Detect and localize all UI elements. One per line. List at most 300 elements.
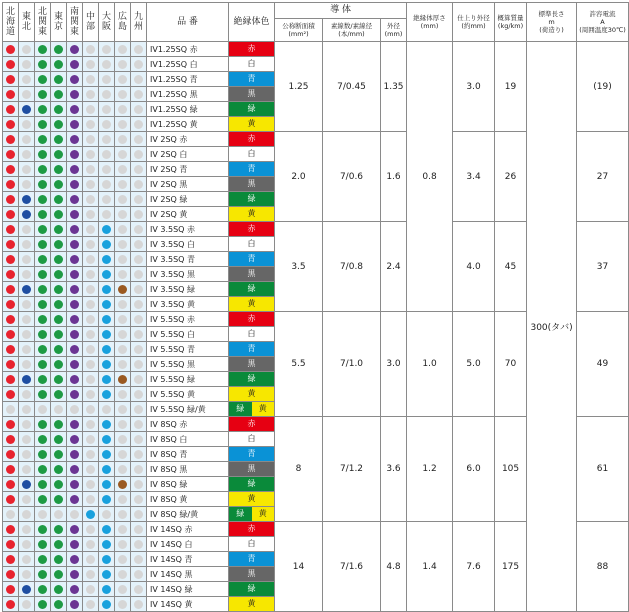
availability-cell: [19, 507, 35, 522]
available-dot-icon: [70, 375, 79, 384]
weight-value: 175: [495, 522, 527, 612]
availability-cell: [131, 252, 147, 267]
availability-cell: [99, 567, 115, 582]
unavailable-dot-icon: [102, 510, 111, 519]
available-dot-icon: [38, 525, 47, 534]
unavailable-dot-icon: [38, 405, 47, 414]
region-header-kitakanto: 北関東: [35, 3, 51, 42]
insulation-color-chip: 黒: [229, 177, 275, 192]
available-dot-icon: [54, 315, 63, 324]
unavailable-dot-icon: [134, 105, 143, 114]
available-dot-icon: [54, 60, 63, 69]
unavailable-dot-icon: [86, 315, 95, 324]
available-dot-icon: [6, 210, 15, 219]
availability-cell: [19, 327, 35, 342]
insulation-color-chip: 緑: [229, 282, 275, 297]
available-dot-icon: [102, 420, 111, 429]
available-dot-icon: [102, 495, 111, 504]
availability-cell: [51, 597, 67, 612]
availability-cell: [83, 357, 99, 372]
availability-cell: [19, 537, 35, 552]
availability-cell: [35, 327, 51, 342]
availability-cell: [35, 447, 51, 462]
unavailable-dot-icon: [118, 585, 127, 594]
unavailable-dot-icon: [134, 555, 143, 564]
availability-cell: [99, 132, 115, 147]
available-dot-icon: [54, 180, 63, 189]
availability-cell: [3, 282, 19, 297]
availability-cell: [131, 192, 147, 207]
unavailable-dot-icon: [118, 240, 127, 249]
unavailable-dot-icon: [134, 90, 143, 99]
unavailable-dot-icon: [118, 270, 127, 279]
availability-cell: [67, 42, 83, 57]
available-dot-icon: [102, 390, 111, 399]
availability-cell: [51, 462, 67, 477]
availability-cell: [131, 387, 147, 402]
unavailable-dot-icon: [22, 45, 31, 54]
unavailable-dot-icon: [118, 435, 127, 444]
area-value: 8: [275, 417, 323, 522]
available-dot-icon: [54, 375, 63, 384]
availability-cell: [35, 117, 51, 132]
unavailable-dot-icon: [134, 60, 143, 69]
availability-cell: [19, 237, 35, 252]
available-dot-icon: [54, 255, 63, 264]
availability-cell: [51, 297, 67, 312]
availability-cell: [51, 507, 67, 522]
availability-cell: [51, 357, 67, 372]
availability-cell: [115, 42, 131, 57]
available-dot-icon: [102, 375, 111, 384]
current-header: 許容電流 A (周囲温度30℃): [577, 3, 629, 42]
unavailable-dot-icon: [118, 210, 127, 219]
available-dot-icon: [54, 240, 63, 249]
availability-cell: [35, 297, 51, 312]
finish-diameter-value: 3.0: [453, 42, 495, 132]
available-dot-icon: [70, 435, 79, 444]
availability-cell: [99, 177, 115, 192]
availability-cell: [35, 252, 51, 267]
weight-value: 45: [495, 222, 527, 312]
available-dot-icon: [54, 600, 63, 609]
availability-cell: [131, 342, 147, 357]
availability-cell: [3, 582, 19, 597]
available-dot-icon: [54, 75, 63, 84]
availability-cell: [19, 462, 35, 477]
availability-cell: [115, 597, 131, 612]
availability-cell: [3, 492, 19, 507]
availability-cell: [99, 267, 115, 282]
available-dot-icon: [38, 105, 47, 114]
insulation-color-chip: 黒: [229, 267, 275, 282]
header-row-1: [3, 3, 629, 19]
unavailable-dot-icon: [86, 540, 95, 549]
unavailable-dot-icon: [22, 135, 31, 144]
availability-cell: [35, 72, 51, 87]
unavailable-dot-icon: [134, 390, 143, 399]
availability-cell: [35, 207, 51, 222]
availability-cell: [115, 342, 131, 357]
availability-cell: [131, 522, 147, 537]
insulation-color-chip: 青: [229, 342, 275, 357]
unavailable-dot-icon: [134, 45, 143, 54]
availability-cell: [131, 72, 147, 87]
spec-table-body: [3, 42, 629, 612]
unavailable-dot-icon: [118, 555, 127, 564]
available-dot-icon: [6, 585, 15, 594]
availability-cell: [19, 252, 35, 267]
available-dot-icon: [54, 465, 63, 474]
availability-cell: [131, 507, 147, 522]
availability-cell: [67, 357, 83, 372]
unavailable-dot-icon: [134, 600, 143, 609]
available-dot-icon: [102, 480, 111, 489]
available-dot-icon: [6, 420, 15, 429]
availability-cell: [51, 147, 67, 162]
unavailable-dot-icon: [134, 420, 143, 429]
available-dot-icon: [38, 585, 47, 594]
availability-cell: [115, 552, 131, 567]
availability-cell: [67, 582, 83, 597]
unavailable-dot-icon: [118, 300, 127, 309]
availability-cell: [51, 42, 67, 57]
available-dot-icon: [6, 255, 15, 264]
available-dot-icon: [70, 420, 79, 429]
available-dot-icon: [54, 135, 63, 144]
unavailable-dot-icon: [86, 300, 95, 309]
available-dot-icon: [70, 225, 79, 234]
availability-cell: [115, 282, 131, 297]
unavailable-dot-icon: [118, 90, 127, 99]
available-dot-icon: [6, 465, 15, 474]
unavailable-dot-icon: [118, 495, 127, 504]
available-dot-icon: [38, 345, 47, 354]
availability-cell: [3, 417, 19, 432]
availability-cell: [131, 57, 147, 72]
insulation-color-chip: 白: [229, 537, 275, 552]
allowable-current-value: 37: [577, 222, 629, 312]
availability-cell: [19, 162, 35, 177]
availability-cell: [131, 177, 147, 192]
available-dot-icon: [6, 165, 15, 174]
allowable-current-value: 88: [577, 522, 629, 612]
weight-header: 概算質量 (kg/km): [495, 3, 527, 42]
availability-cell: [131, 582, 147, 597]
availability-cell: [115, 252, 131, 267]
unavailable-dot-icon: [86, 480, 95, 489]
od-header: 外径 (mm): [381, 19, 407, 42]
available-dot-icon: [38, 300, 47, 309]
availability-cell: [131, 117, 147, 132]
available-dot-icon: [38, 435, 47, 444]
availability-cell: [83, 267, 99, 282]
area-value: 3.5: [275, 222, 323, 312]
product-name: IV1.25SQ 青: [147, 72, 229, 87]
availability-cell: [67, 327, 83, 342]
insulation-color-chip: 赤: [229, 312, 275, 327]
availability-cell: [115, 207, 131, 222]
availability-cell: [51, 87, 67, 102]
available-dot-icon: [54, 420, 63, 429]
available-dot-icon: [70, 360, 79, 369]
availability-cell: [99, 312, 115, 327]
availability-cell: [67, 402, 83, 417]
unavailable-dot-icon: [22, 75, 31, 84]
unavailable-dot-icon: [86, 585, 95, 594]
product-name: IV 5.5SQ 赤: [147, 312, 229, 327]
availability-cell: [19, 42, 35, 57]
availability-cell: [67, 102, 83, 117]
available-dot-icon: [38, 195, 47, 204]
availability-cell: [51, 267, 67, 282]
unavailable-dot-icon: [22, 180, 31, 189]
availability-cell: [115, 402, 131, 417]
unavailable-dot-icon: [86, 375, 95, 384]
availability-cell: [3, 87, 19, 102]
availability-cell: [19, 552, 35, 567]
availability-cell: [51, 372, 67, 387]
availability-cell: [35, 567, 51, 582]
availability-cell: [3, 432, 19, 447]
unavailable-dot-icon: [22, 405, 31, 414]
unavailable-dot-icon: [118, 195, 127, 204]
availability-cell: [115, 507, 131, 522]
available-dot-icon: [54, 480, 63, 489]
availability-cell: [83, 342, 99, 357]
available-dot-icon: [38, 135, 47, 144]
unavailable-dot-icon: [134, 570, 143, 579]
availability-cell: [131, 417, 147, 432]
available-dot-icon: [102, 300, 111, 309]
availability-cell: [131, 282, 147, 297]
available-dot-icon: [22, 285, 31, 294]
available-dot-icon: [38, 375, 47, 384]
insulation-thickness-value: 1.4: [407, 522, 453, 612]
availability-cell: [3, 447, 19, 462]
availability-cell: [3, 42, 19, 57]
availability-cell: [115, 432, 131, 447]
availability-cell: [99, 282, 115, 297]
product-name: IV 3.5SQ 緑: [147, 282, 229, 297]
availability-cell: [83, 567, 99, 582]
unavailable-dot-icon: [86, 210, 95, 219]
unavailable-dot-icon: [118, 150, 127, 159]
availability-cell: [35, 147, 51, 162]
unavailable-dot-icon: [86, 600, 95, 609]
product-name: IV 3.5SQ 青: [147, 252, 229, 267]
availability-cell: [99, 447, 115, 462]
availability-cell: [3, 372, 19, 387]
availability-cell: [3, 207, 19, 222]
available-dot-icon: [38, 450, 47, 459]
unavailable-dot-icon: [118, 525, 127, 534]
availability-cell: [115, 477, 131, 492]
strands-header: 素線数/素線径 (本/mm): [323, 19, 381, 42]
availability-cell: [67, 447, 83, 462]
availability-cell: [115, 162, 131, 177]
availability-cell: [83, 597, 99, 612]
availability-cell: [115, 87, 131, 102]
availability-cell: [19, 402, 35, 417]
available-dot-icon: [102, 435, 111, 444]
unavailable-dot-icon: [70, 405, 79, 414]
availability-cell: [51, 102, 67, 117]
unavailable-dot-icon: [134, 465, 143, 474]
insulation-color-chip: 赤: [229, 417, 275, 432]
availability-cell: [19, 132, 35, 147]
unavailable-dot-icon: [134, 165, 143, 174]
availability-cell: [115, 297, 131, 312]
available-dot-icon: [70, 90, 79, 99]
availability-cell: [3, 102, 19, 117]
availability-cell: [35, 237, 51, 252]
availability-cell: [35, 162, 51, 177]
product-name: IV 8SQ 青: [147, 447, 229, 462]
availability-cell: [83, 417, 99, 432]
availability-cell: [35, 507, 51, 522]
available-dot-icon: [102, 345, 111, 354]
product-name: IV 14SQ 黄: [147, 597, 229, 612]
unavailable-dot-icon: [22, 270, 31, 279]
product-name: IV 5.5SQ 青: [147, 342, 229, 357]
unavailable-dot-icon: [102, 45, 111, 54]
weight-value: 70: [495, 312, 527, 417]
availability-cell: [67, 147, 83, 162]
availability-cell: [115, 57, 131, 72]
unavailable-dot-icon: [22, 345, 31, 354]
available-dot-icon: [102, 465, 111, 474]
availability-cell: [83, 42, 99, 57]
availability-cell: [131, 237, 147, 252]
available-dot-icon: [54, 360, 63, 369]
availability-cell: [83, 507, 99, 522]
availability-cell: [67, 57, 83, 72]
available-dot-icon: [54, 285, 63, 294]
available-dot-icon: [70, 480, 79, 489]
unavailable-dot-icon: [22, 555, 31, 564]
availability-cell: [67, 522, 83, 537]
availability-cell: [51, 342, 67, 357]
available-dot-icon: [54, 120, 63, 129]
availability-cell: [35, 522, 51, 537]
availability-cell: [83, 177, 99, 192]
availability-cell: [99, 432, 115, 447]
availability-cell: [99, 507, 115, 522]
availability-cell: [115, 192, 131, 207]
available-dot-icon: [70, 570, 79, 579]
insulation-color-chip: 白: [229, 57, 275, 72]
available-dot-icon: [6, 435, 15, 444]
unavailable-dot-icon: [22, 150, 31, 159]
available-dot-icon: [70, 210, 79, 219]
availability-cell: [99, 552, 115, 567]
availability-cell: [19, 57, 35, 72]
available-dot-icon: [6, 180, 15, 189]
insulation-color-chip: 黄: [229, 207, 275, 222]
unavailable-dot-icon: [134, 585, 143, 594]
availability-cell: [131, 297, 147, 312]
product-name: IV 8SQ 緑: [147, 477, 229, 492]
available-dot-icon: [102, 240, 111, 249]
unavailable-dot-icon: [86, 330, 95, 339]
available-dot-icon: [6, 345, 15, 354]
unavailable-dot-icon: [86, 165, 95, 174]
availability-cell: [51, 207, 67, 222]
unavailable-dot-icon: [134, 270, 143, 279]
unavailable-dot-icon: [22, 60, 31, 69]
available-dot-icon: [70, 525, 79, 534]
unavailable-dot-icon: [118, 405, 127, 414]
availability-cell: [3, 237, 19, 252]
availability-cell: [99, 192, 115, 207]
availability-cell: [51, 222, 67, 237]
availability-cell: [83, 462, 99, 477]
unavailable-dot-icon: [86, 405, 95, 414]
insulation-color-chip: 青: [229, 252, 275, 267]
product-name: IV 8SQ 黄: [147, 492, 229, 507]
availability-cell: [83, 147, 99, 162]
insulation-color-chip: [229, 402, 275, 417]
unavailable-dot-icon: [22, 315, 31, 324]
availability-cell: [115, 537, 131, 552]
available-dot-icon: [38, 360, 47, 369]
availability-cell: [67, 237, 83, 252]
unavailable-dot-icon: [38, 510, 47, 519]
available-dot-icon: [6, 285, 15, 294]
available-dot-icon: [102, 585, 111, 594]
available-dot-icon: [54, 330, 63, 339]
insulation-color-chip: 黄: [229, 117, 275, 132]
available-dot-icon: [38, 45, 47, 54]
finish-diameter-value: 7.6: [453, 522, 495, 612]
unavailable-dot-icon: [102, 150, 111, 159]
availability-cell: [99, 582, 115, 597]
available-dot-icon: [54, 525, 63, 534]
available-dot-icon: [6, 150, 15, 159]
unavailable-dot-icon: [22, 435, 31, 444]
availability-cell: [51, 492, 67, 507]
available-dot-icon: [54, 540, 63, 549]
available-dot-icon: [6, 120, 15, 129]
availability-cell: [99, 372, 115, 387]
unavailable-dot-icon: [86, 270, 95, 279]
availability-cell: [83, 402, 99, 417]
insulation-color-chip: 緑: [229, 477, 275, 492]
availability-cell: [115, 447, 131, 462]
unavailable-dot-icon: [22, 390, 31, 399]
available-dot-icon: [38, 90, 47, 99]
unavailable-dot-icon: [70, 510, 79, 519]
unavailable-dot-icon: [134, 210, 143, 219]
availability-cell: [131, 462, 147, 477]
insulation-thickness-value: 1.2: [407, 417, 453, 522]
product-name: IV 2SQ 赤: [147, 132, 229, 147]
finish-diameter-value: 6.0: [453, 417, 495, 522]
availability-cell: [83, 492, 99, 507]
available-dot-icon: [22, 480, 31, 489]
availability-cell: [67, 117, 83, 132]
product-name: IV 14SQ 白: [147, 537, 229, 552]
availability-cell: [19, 387, 35, 402]
availability-cell: [83, 132, 99, 147]
insulation-color-chip: 緑: [229, 372, 275, 387]
availability-cell: [19, 282, 35, 297]
availability-cell: [115, 102, 131, 117]
availability-cell: [3, 72, 19, 87]
availability-cell: [19, 582, 35, 597]
available-dot-icon: [6, 390, 15, 399]
